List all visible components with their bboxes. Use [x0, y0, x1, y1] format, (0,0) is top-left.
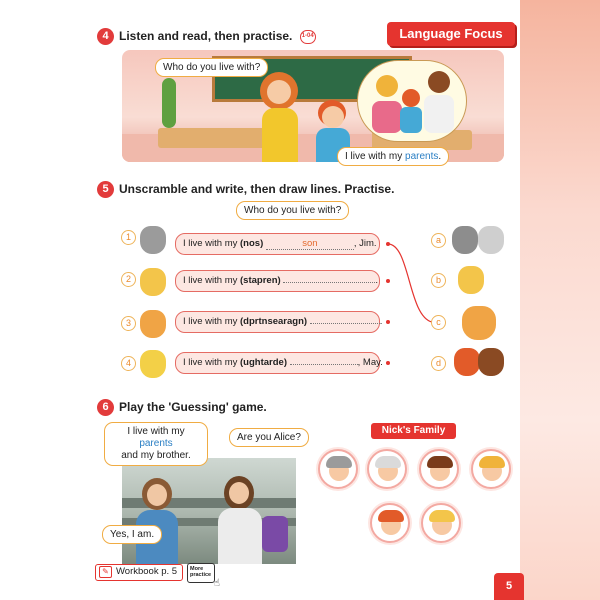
- family-sister[interactable]: [421, 503, 461, 543]
- sentence-4-prefix: I live with my: [183, 357, 238, 368]
- section-5-number: 5: [97, 181, 114, 198]
- match-dot-4[interactable]: [386, 361, 390, 365]
- item-number-1: 1: [121, 230, 136, 245]
- family-grandmother[interactable]: [318, 449, 358, 489]
- nicks-family-label: Nick's Family: [371, 423, 456, 439]
- sentence-3-suffix: .: [379, 316, 383, 327]
- bubble1-text-b: and my brother.: [121, 450, 191, 461]
- item-number-3: 3: [121, 316, 136, 331]
- letter-b: b: [431, 273, 446, 288]
- girl-speech-bubble-1: [104, 422, 208, 466]
- sentence-1-answer-blank[interactable]: son: [266, 238, 354, 250]
- sentence-2-answer-blank[interactable]: [283, 271, 375, 283]
- item-number-4: 4: [121, 356, 136, 371]
- answer-prefix: I live with my: [345, 151, 403, 162]
- sentence-4-answer-blank[interactable]: [290, 353, 358, 365]
- workbook-link[interactable]: [95, 564, 183, 581]
- boy-face: [322, 106, 344, 128]
- family-grandfather[interactable]: [367, 449, 407, 489]
- decorative-side-stripe: [520, 0, 600, 600]
- parents-avatar-2: [478, 348, 504, 376]
- father-head: [428, 71, 450, 93]
- section-4-number: 4: [97, 28, 114, 45]
- girl-right-body: [218, 508, 262, 564]
- mother-body: [372, 101, 402, 133]
- plant: [162, 78, 176, 128]
- sentence-4-scramble: (ughtarde): [240, 357, 287, 368]
- item-number-2: 2: [121, 272, 136, 287]
- sentence-1-scramble: (nos): [240, 238, 264, 249]
- father-body: [424, 95, 454, 133]
- small-girl-avatar: [140, 350, 166, 378]
- page-number: 5: [494, 573, 524, 600]
- thought-bubble: [357, 60, 467, 142]
- child-head: [402, 89, 420, 107]
- pencil-icon: ✎: [99, 566, 112, 578]
- family-father[interactable]: [419, 449, 459, 489]
- gardener-avatar: [462, 306, 496, 340]
- girl-speech-bubble-3: Yes, I am.: [102, 525, 162, 544]
- sentence-2-scramble: (stapren): [240, 275, 281, 286]
- teacher-body: [262, 108, 298, 162]
- workbook-text: Workbook p. 5: [116, 566, 178, 577]
- grandmother-avatar: [140, 226, 166, 254]
- parents-avatar-1: [454, 348, 480, 376]
- sentence-3-answer-blank[interactable]: [310, 312, 380, 324]
- sentence-2: [175, 270, 380, 292]
- letter-d: d: [431, 356, 446, 371]
- sentence-4-suffix: , May.: [357, 357, 383, 368]
- section-6-title: Play the 'Guessing' game.: [119, 400, 267, 414]
- girl-speech-bubble-2: Are you Alice?: [229, 428, 309, 447]
- answer-girl-avatar: [458, 266, 484, 294]
- desk-left: [158, 128, 278, 148]
- bubble1-highlight: parents: [139, 438, 173, 449]
- family-mother[interactable]: [471, 449, 511, 489]
- letter-c: c: [431, 315, 446, 330]
- language-focus-tag: Language Focus: [387, 22, 515, 46]
- grandfather-avatar: [478, 226, 504, 254]
- boy-speech-bubble: [337, 147, 449, 166]
- section-5-question-bubble: Who do you live with?: [236, 201, 349, 220]
- sentence-1-prefix: I live with my: [183, 238, 238, 249]
- sentence-3-prefix: I live with my: [183, 316, 238, 327]
- sentence-2-suffix: .: [375, 275, 378, 286]
- more-practice-button[interactable]: [187, 563, 220, 589]
- girl-left-face: [147, 484, 167, 506]
- girl-avatar: [140, 268, 166, 296]
- section-4-title-text: Listen and read, then practise.: [119, 29, 293, 43]
- girls-photo: [122, 458, 296, 564]
- boy-avatar: [140, 310, 166, 338]
- teacher-speech-bubble: Who do you live with?: [155, 58, 268, 77]
- audio-track-icon[interactable]: 1-04: [300, 30, 316, 44]
- sentence-1-suffix: , Jim.: [353, 238, 377, 249]
- letter-a: a: [431, 233, 446, 248]
- sentence-4: [175, 352, 383, 374]
- sentence-2-prefix: I live with my: [183, 275, 238, 286]
- section-5-title: Unscramble and write, then draw lines. Practise.: [119, 182, 395, 196]
- sentence-3-scramble: (dprtnsearagn): [240, 316, 308, 327]
- more-practice-text: More practice: [190, 566, 212, 578]
- sentence-3: [175, 311, 383, 333]
- teacher-face: [267, 80, 291, 104]
- sentence-1: [175, 233, 380, 255]
- mother-head: [376, 75, 398, 97]
- section-4-title: [119, 29, 316, 44]
- bubble1-text-a: I live with my: [127, 426, 185, 437]
- backpack: [262, 516, 288, 552]
- girl-right-face: [229, 482, 249, 504]
- hand-cursor-icon: ☝: [213, 578, 220, 589]
- section-6-number: 6: [97, 399, 114, 416]
- grandparents-avatar: [452, 226, 478, 254]
- answer-highlight: parents: [405, 151, 439, 162]
- family-nick[interactable]: [370, 503, 410, 543]
- answer-suffix: .: [438, 151, 442, 162]
- child-body: [400, 107, 422, 133]
